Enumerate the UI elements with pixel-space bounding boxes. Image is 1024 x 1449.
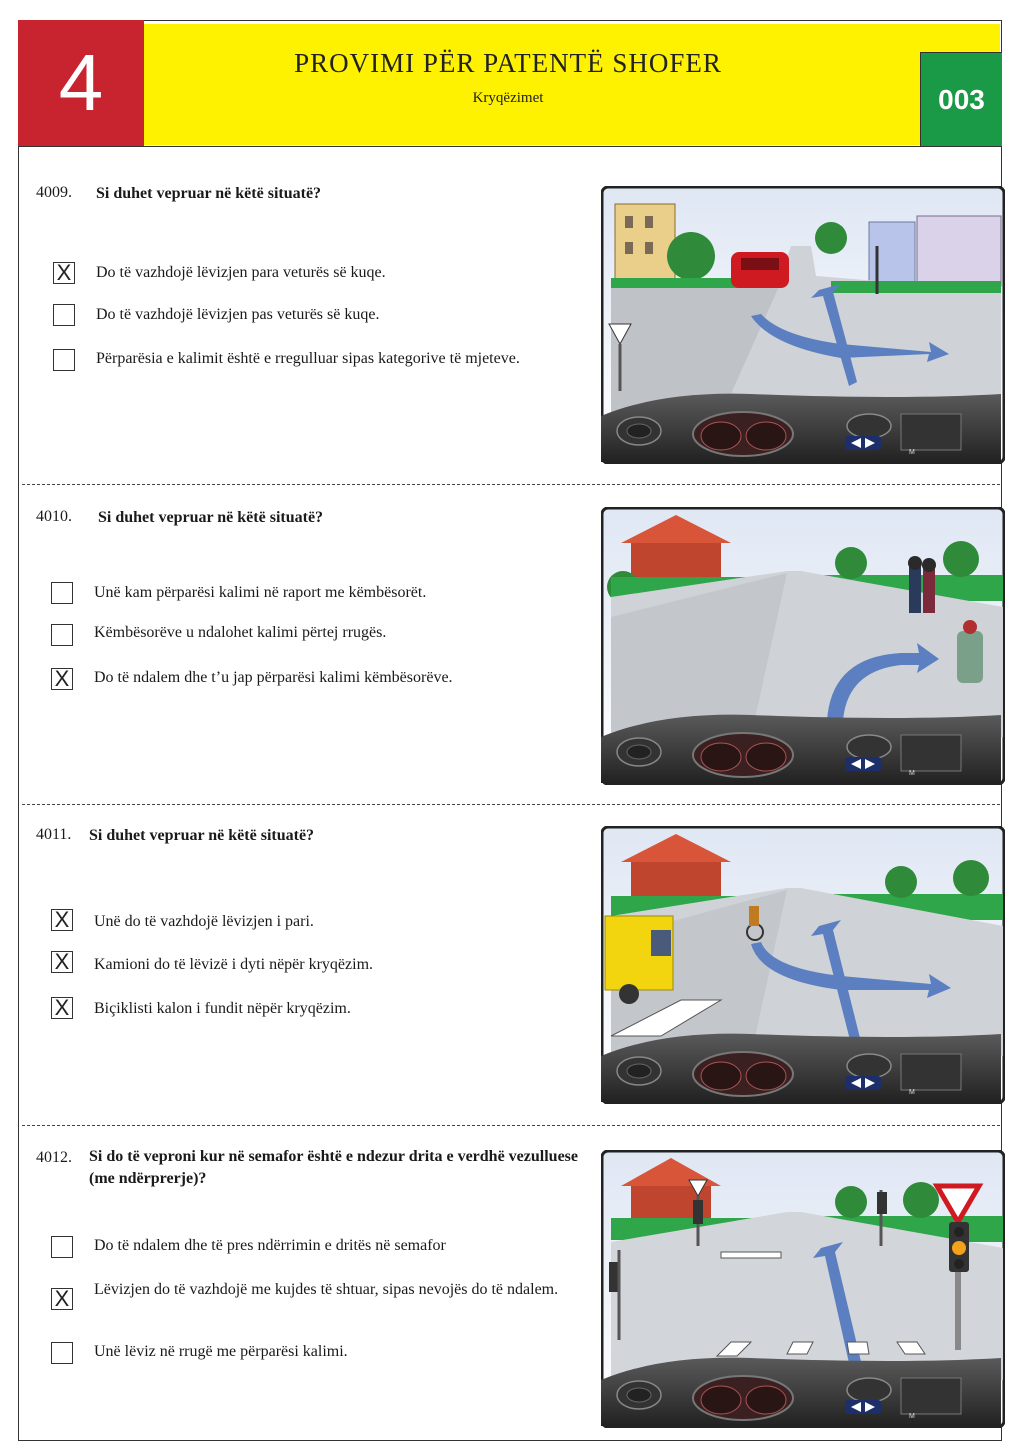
answer-option: Do të ndalem dhe të pres ndërrimin e dritës në semafor (94, 1237, 446, 1254)
header (18, 20, 1002, 147)
answer-option: Kamioni do të lëvizë i dyti nëpër kryqëzim. (94, 956, 374, 973)
question-number: 4012. (36, 1149, 72, 1166)
chapter-number: 4 (18, 20, 144, 146)
answer-checkbox[interactable] (53, 349, 75, 371)
question-number: 4011. (36, 826, 72, 843)
answer-checkbox[interactable]: X (51, 668, 73, 690)
answer-option: Përparësia e kalimit është e rregulluar sipas kategorive të mjeteve. (96, 350, 520, 367)
answer-option: Do të vazhdojë lëvizjen pas veturës së kuqe. (96, 306, 380, 323)
dash-label: M (909, 449, 915, 456)
answer-checkbox[interactable] (51, 624, 73, 646)
question-text: Si duhet vepruar në këtë situatë? (96, 185, 322, 202)
answer-checkbox[interactable]: X (51, 909, 73, 931)
section-divider (22, 1125, 1000, 1126)
page-number: 003 (920, 52, 1002, 146)
answer-option: Këmbësorëve u ndalohet kalimi përtej rrugës. (94, 624, 387, 641)
page-title: PROVIMI PËR PATENTË SHOFER (294, 48, 722, 78)
answer-option: Biçiklisti kalon i fundit nëpër kryqëzim. (94, 1000, 351, 1017)
situation-illustration-4009 (601, 186, 1005, 464)
section-divider (22, 804, 1000, 805)
answer-checkbox[interactable]: X (51, 997, 73, 1019)
situation-illustration-4012 (601, 1150, 1005, 1428)
answer-option: Unë kam përparësi kalimi në raport me këmbësorët. (94, 584, 427, 601)
question-text: Si duhet vepruar në këtë situatë? (98, 509, 324, 526)
question-text: Si do të veproni kur në semafor është e ndezur drita e verdhë vezulluese (me ndërprerje)? (89, 1148, 578, 1187)
answer-option: Unë lëviz në rrugë me përparësi kalimi. (94, 1343, 348, 1360)
question-number: 4009. (36, 184, 72, 201)
situation-illustration-4010 (601, 507, 1005, 785)
answer-checkbox[interactable] (51, 1236, 73, 1258)
answer-checkbox[interactable]: X (53, 262, 75, 284)
answer-option: Lëvizjen do të vazhdojë me kujdes të shtuar, sipas nevojës do të ndalem. (94, 1281, 559, 1298)
page-subtitle: Kryqëzimet (472, 90, 544, 106)
answer-checkbox[interactable] (53, 304, 75, 326)
section-divider (22, 484, 1000, 485)
answer-checkbox[interactable]: X (51, 951, 73, 973)
question-text: Si duhet vepruar në këtë situatë? (89, 827, 315, 844)
question-number: 4010. (36, 508, 72, 525)
answer-option: Do të ndalem dhe t’u jap përparësi kalimi këmbësorëve. (94, 669, 453, 686)
dash-label: M (909, 1089, 915, 1096)
dash-label: M (909, 1413, 915, 1420)
situation-illustration-4011 (601, 826, 1005, 1104)
dash-label: M (909, 770, 915, 777)
answer-checkbox[interactable]: X (51, 1288, 73, 1310)
title-band (144, 24, 1000, 145)
answer-checkbox[interactable] (51, 582, 73, 604)
answer-option: Unë do të vazhdojë lëvizjen i pari. (94, 913, 314, 930)
answer-option: Do të vazhdojë lëvizjen para veturës së kuqe. (96, 264, 386, 281)
answer-checkbox[interactable] (51, 1342, 73, 1364)
